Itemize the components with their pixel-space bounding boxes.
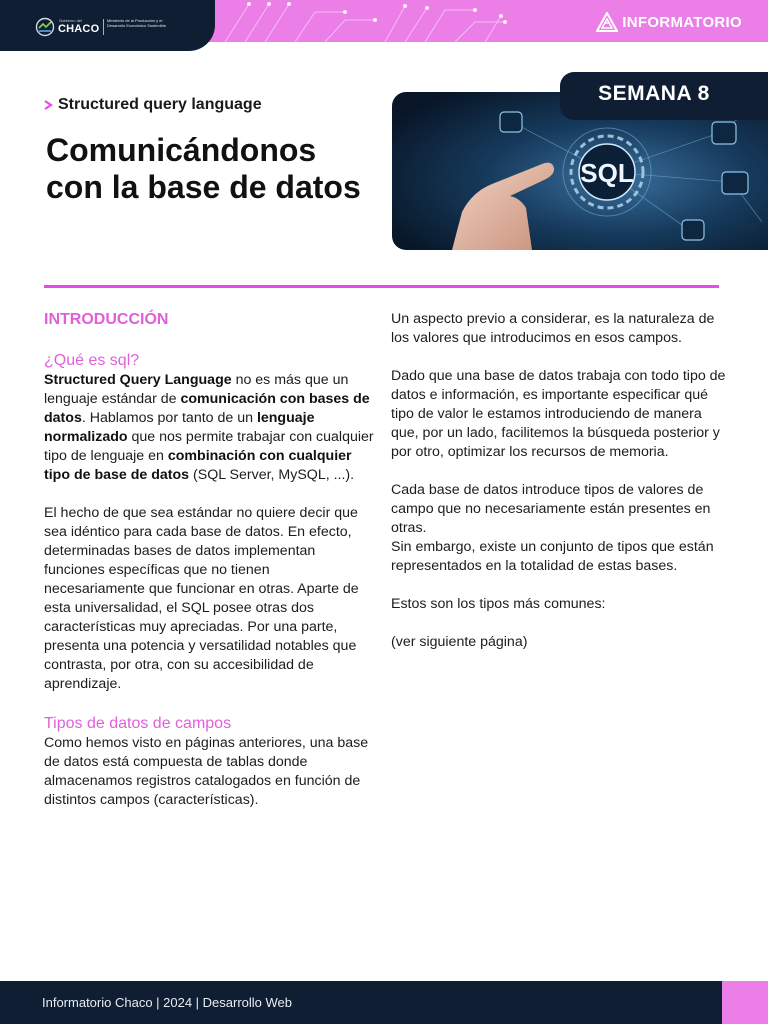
p1-bold-3: comunicación con bases de datos — [44, 391, 370, 426]
hero-sql-label: SQL — [580, 158, 634, 188]
gov-label: Gobierno del — [59, 18, 82, 23]
field-types-heading: Tipos de datos de campos — [44, 715, 232, 732]
circuit-decoration — [205, 0, 535, 42]
kicker-text: Structured query language — [58, 96, 262, 113]
footer-accent — [722, 981, 768, 1024]
data-types-paragraph: Dado que una base de datos trabaja con todo tipo de datos e información, es importante especificar qué tipo de valor le estamos introduciendo de manera que, por un lado, facilitemos la búsqueda posterior y por otro, optimizar los recursos de memoria. — [391, 368, 726, 460]
footer — [0, 981, 722, 1024]
field-types-paragraph: Como hemos visto en páginas anteriores, una base de datos está compuesta de tablas donde almacenamos registros catalogados en función de distintos campos (características). — [44, 735, 369, 808]
brand-name: INFORMATORIO — [622, 13, 742, 31]
left-column — [44, 309, 374, 810]
gov-name: CHACO — [58, 23, 100, 35]
gov-divider — [103, 19, 104, 35]
informatorio-logo-icon — [596, 12, 618, 32]
p1-text-2: no es más que un lenguaje estándar de — [44, 372, 349, 407]
p1-text-6: que nos permite trabajar con cualquier tipo de lenguaje en — [44, 429, 374, 464]
week-label: SEMANA 8 — [598, 82, 710, 105]
right-column — [391, 310, 726, 652]
see-next-page-note: (ver siguiente página) — [391, 634, 528, 650]
title-line-1: Comunicándonos — [46, 132, 317, 168]
p1-text-4: . Hablamos por tanto de un — [81, 410, 257, 426]
p1-bold-1: Structured Query Language — [44, 372, 232, 388]
standard-paragraph: El hecho de que sea estándar no quiere decir que sea idéntico para cada base de datos. En efecto, determinadas bases de datos implementan funciones específicas que no tienen necesariamente que funcionar en otras. Aparte de esta universalidad, el SQL posee otras dos características muy apreciadas. Por una parte, presenta una potencia y versatilidad notables que contrasta, por otra, con su accesibilidad de aprendizaje. — [44, 505, 359, 692]
ministry-name: Ministerio de la Producción y el Desarrollo Económico Sostenible — [107, 18, 166, 28]
question-heading: ¿Qué es sql? — [44, 352, 140, 369]
common-set-paragraph: Sin embargo, existe un conjunto de tipos que están representados en la totalidad de estas bases. — [391, 539, 714, 574]
common-types-paragraph: Estos son los tipos más comunes: — [391, 596, 606, 612]
chaco-emblem-icon — [34, 17, 56, 37]
kicker — [44, 96, 262, 114]
p1-bold-7: combinación con cualquier tipo de base de datos — [44, 448, 352, 483]
section-divider — [44, 285, 719, 288]
chevron-right-icon — [44, 100, 53, 110]
p1-text-8: (SQL Server, MySQL, ...). — [189, 467, 355, 483]
footer-text: Informatorio Chaco | 2024 | Desarrollo Web — [42, 995, 293, 1010]
intro-heading: INTRODUCCIÓN — [44, 311, 169, 328]
page-title — [46, 132, 386, 206]
title-line-2: con la base de datos — [46, 169, 361, 205]
nature-paragraph: Un aspecto previo a considerar, es la naturaleza de los valores que introducimos en esos campos. — [391, 311, 715, 346]
government-logo-block — [0, 0, 215, 51]
week-badge — [560, 72, 768, 120]
informatorio-brand — [596, 12, 742, 32]
p1-bold-5: lenguaje normalizado — [44, 410, 315, 445]
db-values-paragraph: Cada base de datos introduce tipos de valores de campo que no necesariamente están presentes en otras. — [391, 482, 711, 536]
sql-definition-paragraph — [44, 371, 374, 485]
